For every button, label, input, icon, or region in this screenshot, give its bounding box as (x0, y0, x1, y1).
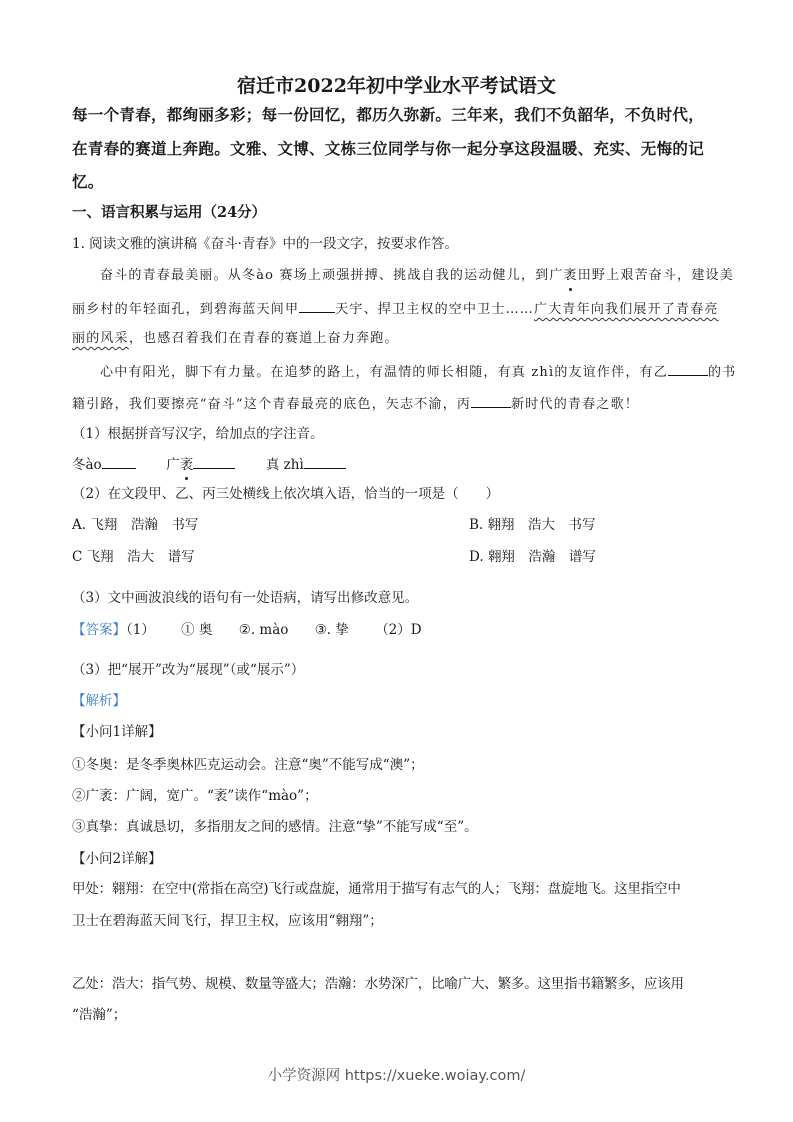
sub-question-1-items (72, 454, 346, 475)
passage-text: 的书 (707, 365, 737, 380)
option-text: 翱翔 浩大 书写 (487, 517, 596, 533)
passage-text: 的友谊作伴，有乙 (554, 365, 668, 380)
answer-blank-3[interactable] (304, 454, 346, 469)
option-label: C (72, 549, 83, 565)
passage-text: 丽乡村的年轻面孔，到碧海蓝天间甲 (72, 302, 300, 317)
dotted-char-mao: 袤 (179, 457, 194, 473)
jia-line-1: 甲处：翱翔：在空中(常指在高空)飞行或盘旋，通常用于描写有志气的人；飞翔：盘旋地飞。这里指空中 (72, 881, 681, 897)
options-row-2 (72, 547, 732, 567)
sub-question-2-prompt: （2）在文段甲、乙、丙三处横线上依次填入语，恰当的一项是（ ） (72, 486, 500, 502)
item-prefix: 广 (166, 457, 180, 473)
option-label: B. (469, 517, 484, 533)
intro-line-1: 每一个青春，都绚丽多彩；每一份回忆，都历久弥新。三年来，我们不负韶华，不负时代， (72, 105, 705, 124)
sub1-detail-line-2: ②广袤：广阔，宽广。“袤”读作“mào”； (72, 788, 318, 804)
option-label: A. (72, 517, 87, 533)
options-row-1 (72, 515, 732, 535)
yi-line-2: “浩瀚”； (72, 1007, 127, 1023)
option-d[interactable] (469, 547, 596, 567)
sub2-detail-heading: 【小问2详解】 (72, 851, 162, 867)
answer-part: （1） (126, 622, 155, 638)
pinyin-ao: ào (256, 268, 275, 283)
sub1-detail-line-3: ③真挚：真诚恳切，多指朋友之间的感情。注意“挚”不能写成“至”。 (72, 819, 478, 835)
answer-part: ③. 挚 (314, 622, 349, 638)
passage-text: ，也感召着我们在青春的赛道上奋力奔跑。 (128, 331, 399, 346)
footer-watermark: 小学资源网 https://xueke.woiay.com/ (267, 1068, 526, 1084)
option-text: 飞翔 浩瀚 书写 (90, 517, 199, 533)
answer-line-2: （3）把“展开”改为“展现”（或“展示”） (72, 662, 305, 678)
passage-text: 田野上艰苦奋斗，建设美 (577, 268, 734, 283)
answer-blank-1[interactable] (102, 454, 136, 469)
item-hint: ào (85, 457, 102, 473)
blank-jia[interactable] (299, 298, 335, 313)
item-hint: zhì (283, 457, 304, 473)
sub-question-1-prompt: （1）根据拼音写汉字，给加点的字注音。 (72, 426, 324, 442)
question-1-prompt: 1. 阅读文雅的演讲稿《奋斗·青春》中的一段文字，按要求作答。 (72, 236, 458, 252)
option-c[interactable] (72, 549, 195, 565)
dotted-char-mao: 袤 (564, 266, 578, 286)
passage-p2-line-2 (72, 393, 639, 415)
passage-text: 心中有阳光，脚下有力量。在追梦的路上，有温情的师长相随，有真 (100, 365, 532, 380)
section-heading: 一、语言积累与运用（24分） (72, 204, 267, 221)
option-b[interactable] (469, 515, 596, 535)
sub-question-3-prompt: （3）文中画波浪线的语句有一处语病，请写出修改意见。 (72, 590, 419, 606)
item-prefix: 真 (265, 457, 284, 473)
item-prefix: 冬 (72, 457, 86, 473)
intro-line-2: 在青春的赛道上奔跑。文雅、文博、文栋三位同学与你一起分享这段温暖、充实、无悔的记 (72, 139, 705, 158)
pinyin-zhi: zhì (531, 365, 555, 380)
page-title: 宿迁市2022年初中学业水平考试语文 (237, 75, 556, 97)
passage-text: 奋斗的青春最美丽。从冬 (100, 268, 257, 283)
analysis-label: 【解析】 (72, 693, 126, 709)
passage-text: 籍引路，我们要擦亮“奋斗”这个青春最亮的底色，矢志不渝，丙 (72, 397, 472, 412)
passage-text: 天宇、捍卫主权的空中卫士…… (335, 302, 535, 317)
passage-p2-line-1 (100, 361, 736, 383)
answer-blank-2[interactable] (193, 454, 235, 469)
sub1-detail-line-1: ①冬奥：是冬季奥林匹克运动会。注意“奥”不能写成“澳”； (72, 757, 424, 773)
sub1-detail-heading: 【小问1详解】 (72, 724, 162, 740)
passage-text: 新时代的青春之歌！ (511, 397, 639, 412)
answer-part: ②. mào (238, 622, 289, 638)
passage-text: 赛场上顽强拼搏、挑战自我的运动健儿，到广 (274, 268, 564, 283)
answer-part: （2）D (375, 622, 422, 638)
answer-part: ① 奥 (181, 622, 213, 638)
option-label: D. (469, 549, 484, 565)
intro-line-3: 忆。 (72, 172, 104, 191)
yi-line-1: 乙处：浩大：指气势、规模、数量等盛大；浩瀚：水势深广，比喻广大、繁多。这里指书籍繁多，应该用 (72, 976, 684, 992)
jia-line-2: 卫士在碧海蓝天间飞行，捍卫主权，应该用“翱翔”； (72, 913, 383, 929)
option-a[interactable] (72, 517, 198, 533)
passage-p1-line-2 (72, 298, 719, 320)
wavy-underlined-sentence: 丽的风采 (72, 331, 129, 346)
passage-p1-line-1 (100, 266, 734, 286)
wavy-underlined-sentence: 广大青年向我们展开了青春亮 (534, 302, 719, 317)
blank-bing[interactable] (471, 393, 511, 408)
answer-line-1 (72, 620, 422, 640)
option-text: 翱翔 浩瀚 谱写 (487, 549, 596, 565)
blank-yi[interactable] (668, 361, 708, 376)
option-text: 飞翔 浩大 谱写 (86, 549, 195, 565)
answer-label: 【答案】 (72, 622, 126, 638)
passage-p1-line-3 (72, 329, 399, 349)
